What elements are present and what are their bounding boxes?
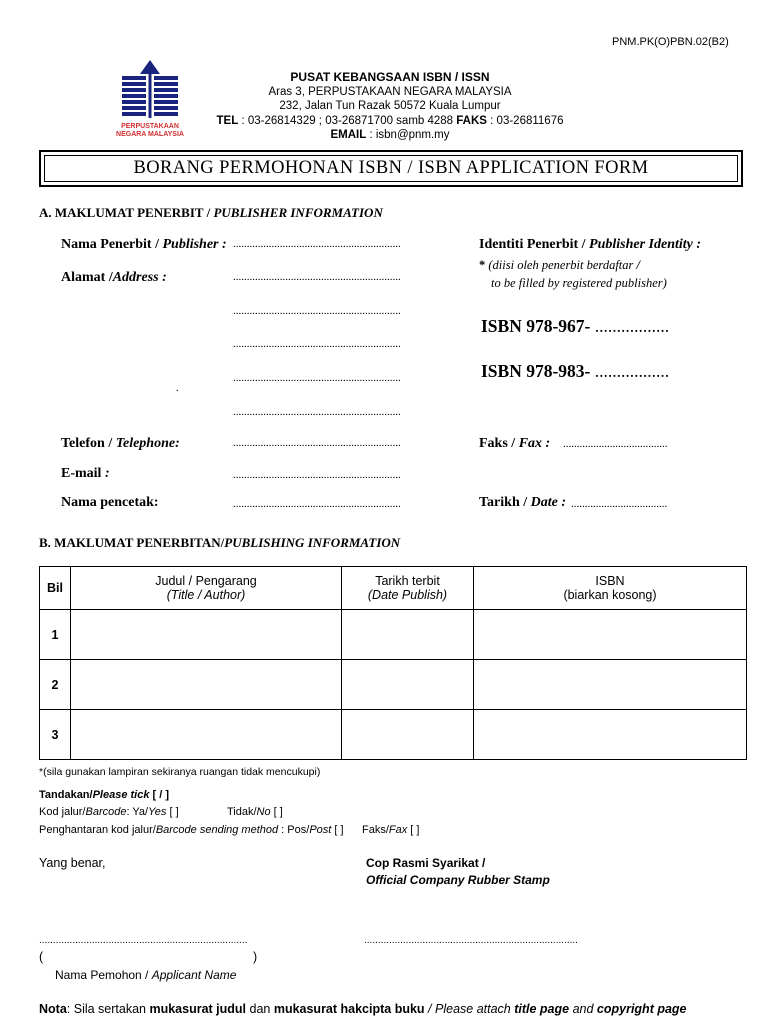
barcode-no-checkbox[interactable]: [ ]: [270, 806, 283, 818]
isbn-967-label: ISBN 978-967-: [481, 316, 595, 336]
form-title-box: [39, 150, 743, 187]
signature-line[interactable]: ...........................................................................: [39, 935, 248, 946]
address-field-line1[interactable]: .............................................................: [233, 271, 401, 283]
send-method-label-ms: Penghantaran kod jalur/: [39, 824, 156, 836]
address-field-line5[interactable]: .............................................................: [233, 406, 401, 418]
barcode-row: [39, 806, 179, 818]
printer-label: Nama pencetak:: [61, 495, 159, 510]
publisher-identity-label: [479, 237, 701, 253]
barcode-send-row: [39, 824, 344, 836]
email-value: : isbn@pnm.my: [369, 129, 450, 141]
col-bil-label: Bil: [47, 581, 63, 595]
footer-note: [39, 1002, 687, 1016]
note-title-page-en: title page: [514, 1002, 570, 1016]
date-cell[interactable]: [342, 710, 474, 760]
barcode-label-ms: Kod jalur/: [39, 806, 86, 818]
identity-label-ms: Identiti Penerbit /: [479, 237, 590, 252]
pnm-logo-icon: [110, 60, 190, 118]
tick-heading: [39, 789, 169, 801]
date-cell[interactable]: [342, 660, 474, 710]
note-star: *: [479, 258, 489, 272]
form-code: PNM.PK(O)PBN.02(B2): [612, 36, 729, 48]
tick-heading-box: [ / ]: [149, 789, 170, 801]
col-title-en: (Title / Author): [166, 588, 246, 602]
address-field-line4[interactable]: .............................................................: [233, 372, 401, 384]
note-label: Nota: [39, 1002, 67, 1016]
applicant-name-label: [55, 968, 236, 982]
applicant-name-en: Applicant Name: [151, 968, 237, 982]
date-field[interactable]: ...................................: [571, 498, 668, 510]
paren-open: (: [39, 950, 44, 964]
section-b-heading-ms: B. MAKLUMAT PENERBITAN/: [39, 535, 225, 550]
col-date-ms: Tarikh terbit: [375, 574, 440, 588]
identity-note-en: to be filled by registered publisher): [491, 276, 667, 290]
col-date-en: (Date Publish): [367, 588, 448, 602]
fax-field-label: [479, 436, 550, 452]
header-address1: Aras 3, PERPUSTAKAAN NEGARA MALAYSIA: [268, 85, 512, 98]
tel-label: TEL: [216, 114, 239, 127]
logo-line2: NEGARA MALAYSIA: [116, 131, 184, 138]
title-cell[interactable]: [71, 610, 342, 660]
address-label-en: Address :: [112, 270, 167, 285]
table-header-row: [40, 567, 747, 610]
isbn-967-field[interactable]: .................: [594, 316, 670, 336]
barcode-yes-label-en: Yes: [148, 806, 167, 818]
date-field-label: [479, 495, 566, 511]
stamp-line[interactable]: .............................................................................: [364, 935, 578, 946]
logo-line1: PERPUSTAKAAN: [121, 123, 179, 130]
barcode-yes-label: : Ya/: [126, 806, 149, 818]
telephone-label-en: Telephone:: [115, 436, 180, 451]
email-field-label: [61, 466, 110, 482]
identity-note: [479, 258, 640, 273]
section-a-heading-ms: A. MAKLUMAT PENERBIT /: [39, 205, 214, 220]
send-method-label-en: Barcode sending method: [155, 824, 279, 836]
send-fax-row: [362, 824, 419, 836]
send-fax-label: Faks/: [362, 824, 389, 836]
barcode-no-label-en: No: [256, 806, 271, 818]
email-label: EMAIL: [330, 129, 367, 141]
fax-label-en: Fax :: [518, 436, 551, 451]
table-footnote: *(sila gunakan lampiran sekiranya ruangan tidak mencukupi): [39, 766, 321, 778]
fax-label: FAKS: [456, 114, 487, 127]
fax-value: : 03-26811676: [490, 114, 564, 127]
tick-heading-en: Please tick: [92, 789, 150, 801]
note-text4: and: [569, 1002, 597, 1016]
col-isbn-label: ISBN: [595, 574, 625, 588]
applicant-name-ms: Nama Pemohon /: [55, 968, 152, 982]
note-title-page-ms: mukasurat judul: [149, 1002, 247, 1016]
row-number: 3: [40, 710, 71, 760]
isbn-cell: [474, 710, 747, 760]
telephone-label-ms: Telefon /: [61, 436, 116, 451]
section-b-heading: [39, 535, 400, 551]
address-label-ms: Alamat /: [61, 270, 113, 285]
identity-label-en: Publisher Identity :: [589, 237, 702, 252]
row-number: 2: [40, 660, 71, 710]
header-contact: [200, 114, 580, 129]
table-row: [40, 710, 747, 760]
note-copyright-page-ms: mukasurat hakcipta buku: [273, 1002, 425, 1016]
isbn-983-field[interactable]: .................: [594, 361, 670, 381]
email-label-text: E-mail: [61, 466, 105, 481]
stamp-label-en: Official Company Rubber Stamp: [366, 873, 550, 887]
date-label-en: Date :: [530, 495, 567, 510]
isbn-967-row: [481, 316, 669, 337]
printer-field[interactable]: .............................................................: [233, 498, 401, 510]
header-address2: 232, Jalan Tun Razak 50572 Kuala Lumpur: [279, 100, 501, 112]
table-row: [40, 660, 747, 710]
note-ms: (diisi oleh penerbit berdaftar: [488, 258, 637, 272]
section-a-heading-en: PUBLISHER INFORMATION: [213, 205, 383, 220]
date-cell[interactable]: [342, 610, 474, 660]
note-text3: / Please attach: [424, 1002, 515, 1016]
section-a-heading: [39, 205, 383, 221]
barcode-yes-checkbox[interactable]: [ ]: [166, 806, 179, 818]
barcode-no-label: Tidak/: [227, 806, 257, 818]
isbn-cell: [474, 660, 747, 710]
isbn-983-row: [481, 361, 669, 382]
address-label: [61, 270, 167, 286]
send-post-label-en: Post: [309, 824, 332, 836]
note-slash: /: [636, 258, 640, 272]
send-fax-label-en: Fax: [388, 824, 408, 836]
isbn-983-label: ISBN 978-983-: [481, 361, 595, 381]
stray-dot: .: [176, 382, 179, 394]
send-fax-checkbox[interactable]: [ ]: [407, 824, 420, 836]
paren-close: ): [253, 950, 258, 964]
publication-table: [39, 566, 747, 760]
col-title-ms: Judul / Pengarang: [155, 574, 257, 588]
publisher-name-label: [61, 237, 227, 253]
address-field-line2[interactable]: .............................................................: [233, 305, 401, 317]
send-post-label: : Pos/: [278, 824, 310, 836]
fax-label-ms: Faks /: [479, 436, 519, 451]
col-bil: [40, 567, 71, 610]
email-field[interactable]: .............................................................: [233, 469, 401, 481]
note-text2: dan: [246, 1002, 274, 1016]
email-label-colon: :: [104, 466, 110, 481]
date-label-ms: Tarikh /: [479, 495, 531, 510]
col-isbn-note: (biarkan kosong): [563, 588, 657, 602]
telephone-field[interactable]: .............................................................: [233, 437, 401, 449]
col-date: [342, 567, 474, 610]
address-field-line3[interactable]: .............................................................: [233, 338, 401, 350]
closing-text: Yang benar,: [39, 856, 106, 870]
barcode-label-en: Barcode: [85, 806, 127, 818]
tel-value: : 03-26814329 ; 03-26871700 samb 4288: [241, 114, 454, 127]
table-row: [40, 610, 747, 660]
note-text1: : Sila sertakan: [66, 1002, 150, 1016]
institution-header: [200, 70, 580, 143]
col-isbn: [474, 567, 747, 610]
title-cell[interactable]: [71, 660, 342, 710]
section-b-heading-en: PUBLISHING INFORMATION: [224, 535, 401, 550]
title-cell[interactable]: [71, 710, 342, 760]
send-post-checkbox[interactable]: [ ]: [331, 824, 344, 836]
pnm-logo: [110, 60, 190, 138]
note-copyright-page-en: copyright page: [596, 1002, 687, 1016]
isbn-cell: [474, 610, 747, 660]
fax-field[interactable]: ......................................: [563, 438, 668, 450]
barcode-no-row: [227, 806, 283, 818]
publisher-label-en: Publisher :: [162, 237, 227, 252]
publisher-label-ms: Nama Penerbit /: [61, 237, 163, 252]
stamp-label-ms: Cop Rasmi Syarikat /: [366, 856, 486, 870]
col-title: [71, 567, 342, 610]
row-number: 1: [40, 610, 71, 660]
header-title: PUSAT KEBANGSAAN ISBN / ISSN: [290, 70, 490, 84]
tick-heading-ms: Tandakan/: [39, 789, 93, 801]
form-title: BORANG PERMOHONAN ISBN / ISBN APPLICATION FORM: [133, 158, 649, 178]
telephone-label: [61, 436, 180, 452]
publisher-name-field[interactable]: .............................................................: [233, 238, 401, 250]
